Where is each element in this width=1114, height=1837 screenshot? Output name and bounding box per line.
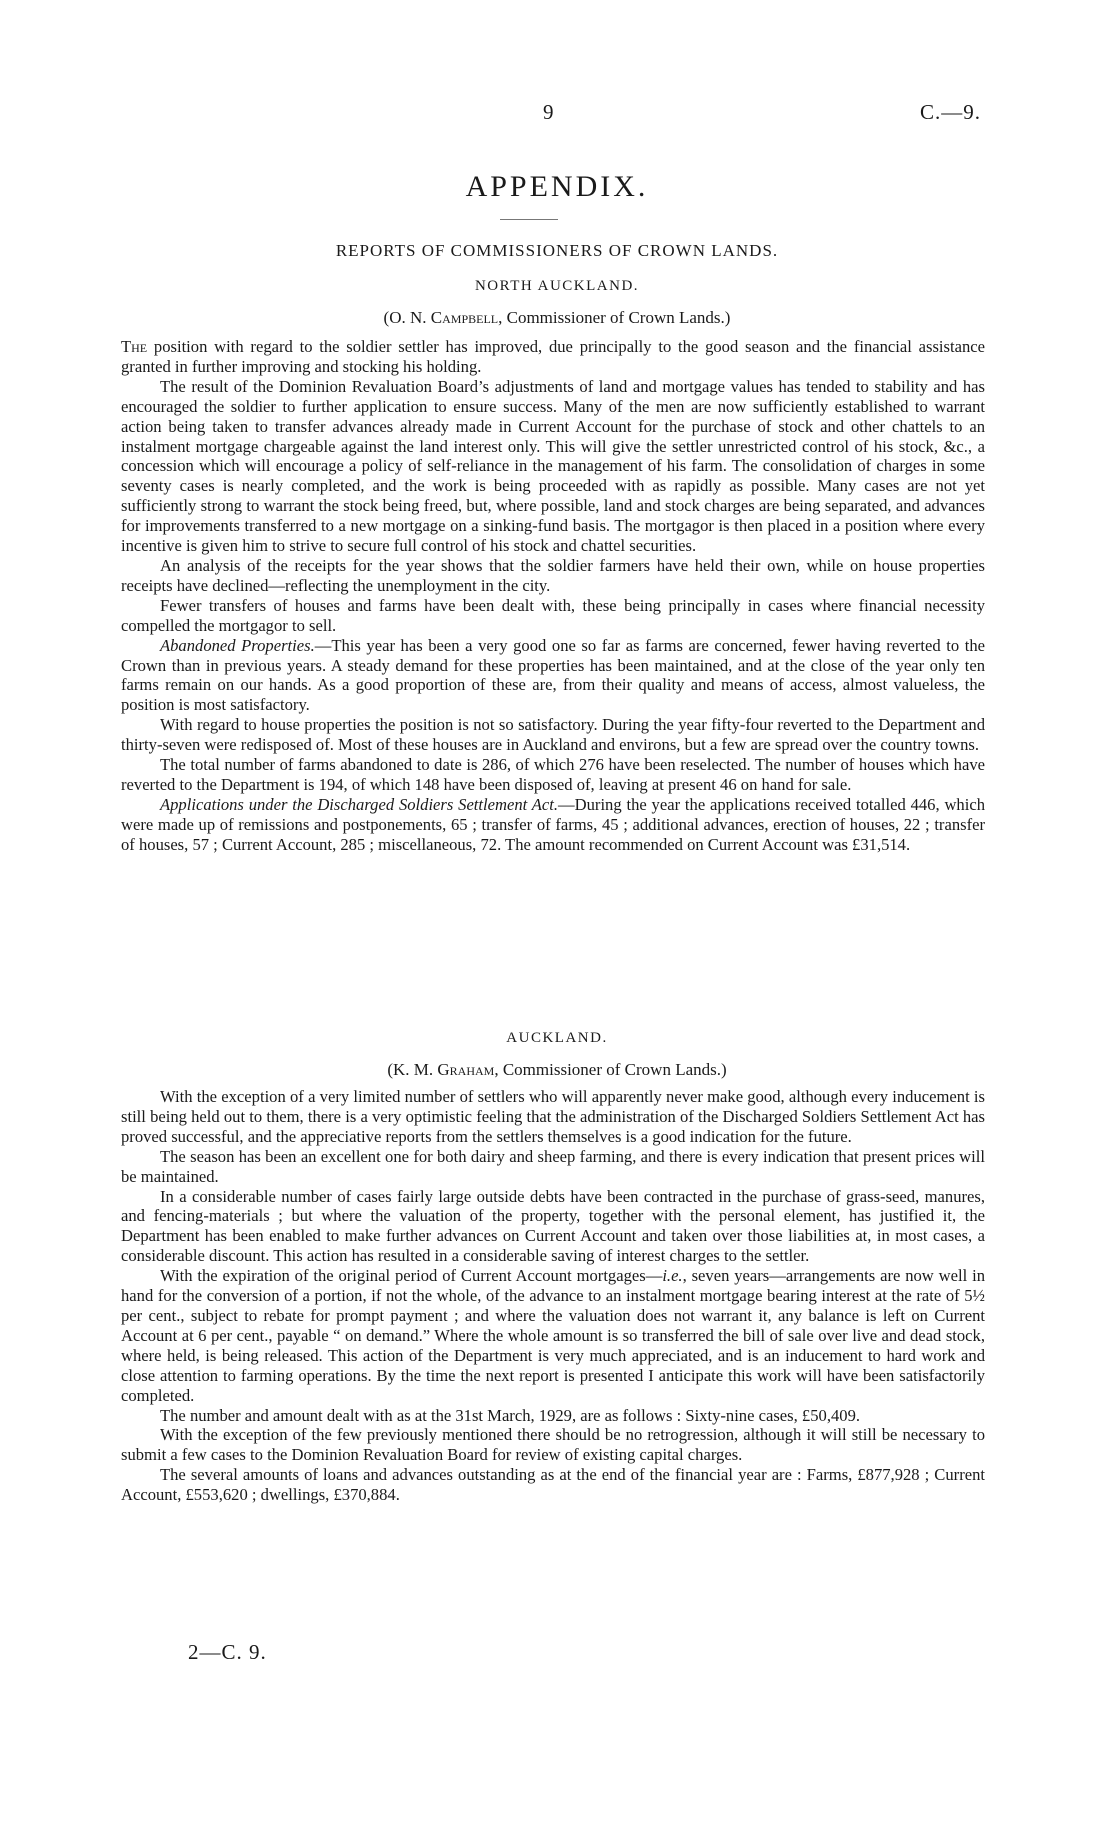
commissioner-close: , Commissioner of Crown Lands.) (498, 308, 731, 327)
paragraph: An analysis of the receipts for the year shows that the soldier farmers have held their own, while on house properties receipts have declined—reflecting the unemployment in the city. (121, 555, 985, 595)
reports-title: REPORTS OF COMMISSIONERS OF CROWN LANDS. (335, 241, 779, 260)
paragraph-text: With the expiration of the original period of Current Account mortgages— (160, 1266, 663, 1286)
section-subheading: Abandoned Properties. (160, 635, 315, 655)
auckland-report-body (121, 1087, 985, 1505)
paragraph: The total number of farms abandoned to date is 286, of which 276 have been reselected. The number of houses which have reverted to the Department is 194, of which 148 have been disposed of, leaving at present 46 on hand for sale. (121, 755, 985, 794)
paragraph: The season has been an excellent one for both dairy and sheep farming, and there is every indication that present prices will be maintained. (121, 1146, 985, 1186)
paragraph: With the exception of a very limited number of settlers who will apparently never make good, although every inducement is still being held out to them, there is a very optimistic feeling that the administration of the Discharged Soldiers Settlement Act has proved successful, and the appreciative reports from the settlers themselves is a good indication for the future. (121, 1087, 985, 1146)
appendix-title: APPENDIX. (465, 170, 649, 203)
abbreviation-ie: i.e. (662, 1266, 683, 1286)
paragraph: With regard to house properties the position is not so satisfactory. During the year fifty-four reverted to the Department and thirty-seven were redisposed of. Most of these houses are in Auckland and environs, but a few are spread over the country towns. (121, 715, 985, 755)
paragraph (121, 636, 985, 716)
paragraph (121, 337, 985, 377)
commissioner-name: Campbell (430, 308, 499, 327)
paragraph-text: , seven years—arrangements are now well in hand for the conversion of a portion, if not the whole, of the advance to an instalment mortgage bearing interest at the rate of 5½ per cent., subject to rebate for prompt payment ; and where the valuation does not warrant it, any balance is left on Current Account at 6 per cent., payable “ on demand.” Where the whole amount is so transferred the bill of sale over live and dead stock, where held, is being released. This action of the Department is very much appreciated, and is an inducement to hard work and close attention to farming operations. By the time the next report is presented I anticipate this work will have been satisfactorily completed. (121, 1266, 985, 1405)
commissioner-open: (K. M. (387, 1060, 438, 1079)
north-auckland-report-body (121, 337, 985, 855)
title-divider (500, 219, 558, 220)
paragraph: In a considerable number of cases fairly large outside debts have been contracted in the purchase of grass-seed, manures, and fencing-materials ; but where the valuation of the property, together with the personal element, has justified it, the Department has been enabled to make further advances on Current Account and taken over those liabilities at, in most cases, a considerable discount. This action has resulted in a considerable saving of interest charges to the settler. (121, 1186, 985, 1266)
paragraph-text: —During the year the applications received totalled 446, which were made up of remissions and postponements, 65 ; transfer of farms, 45 ; additional advances, erection of houses, 22 ; transfer of houses, 57 ; Current Account, 285 ; miscellaneous, 72. The amount recommended on Current Account was £31,514. (121, 794, 985, 854)
paragraph-text: position with regard to the soldier settler has improved, due principally to the good season and the financial assistance granted in further improving and stocking his holding. (121, 337, 985, 376)
commissioner-open: (O. N. (383, 308, 431, 327)
paragraph-text: —This year has been a very good one so far as farms are concerned, fewer having reverted to the Crown than in previous years. A steady demand for these properties has been maintained, and at the close of the year only ten farms remain on our hands. As a good proportion of these are, from their quality and means of access, almost valueless, the position is most satisfactory. (121, 635, 985, 715)
region-heading-auckland: AUCKLAND. (506, 1030, 608, 1046)
region-heading-north-auckland: NORTH AUCKLAND. (474, 278, 640, 294)
commissioner-name: Graham (437, 1060, 495, 1079)
commissioner-line-north-auckland (0, 308, 1114, 328)
section-subheading: Applications under the Discharged Soldiers Settlement Act. (160, 794, 559, 814)
paragraph (121, 1266, 985, 1405)
paragraph: The number and amount dealt with as at the 31st March, 1929, are as follows : Sixty-nine cases, £50,409. (160, 1405, 861, 1425)
paragraph-lead: The (121, 337, 148, 356)
commissioner-line-auckland (0, 1060, 1114, 1080)
paragraph (121, 795, 985, 855)
paragraph: The result of the Dominion Revaluation Board’s adjustments of land and mortgage values has tended to stability and has encouraged the soldier to further application to ensure success. Many of the men are now sufficiently established to warrant action being taken to transfer advances already made in Current Account for the purchase of stock and other chattels to an instalment mortgage chargeable against the land interest only. This will give the settler unrestricted control of his stock, &c., a concession which will encourage a policy of self-reliance in the management of his farm. The consolidation of charges in some seventy cases is nearly completed, and the work is being proceeded with as rapidly as possible. Many cases are not yet sufficiently strong to warrant the stock being freed, but, where possible, land and stock charges are being separated, and advances for improvements transferred to a new mortgage on a sinking-fund basis. The mortgagor is then placed in a position where every incentive is given him to strive to secure full control of his stock and chattel securities. (121, 376, 985, 556)
document-reference: C.—9. (920, 100, 982, 124)
paragraph: With the exception of the few previously mentioned there should be no retrogression, although it will still be necessary to submit a few cases to the Dominion Revaluation Board for review of existing capital charges. (121, 1425, 985, 1465)
page-number: 9 (543, 100, 554, 124)
commissioner-close: , Commissioner of Crown Lands.) (494, 1060, 727, 1079)
paragraph: Fewer transfers of houses and farms have been dealt with, these being principally in cases where financial necessity compelled the mortgagor to sell. (121, 595, 985, 635)
paragraph: The several amounts of loans and advances outstanding as at the end of the financial year are : Farms, £877,928 ; Current Account, £553,620 ; dwellings, £370,884. (121, 1465, 985, 1505)
signature-mark: 2—C. 9. (188, 1640, 267, 1664)
